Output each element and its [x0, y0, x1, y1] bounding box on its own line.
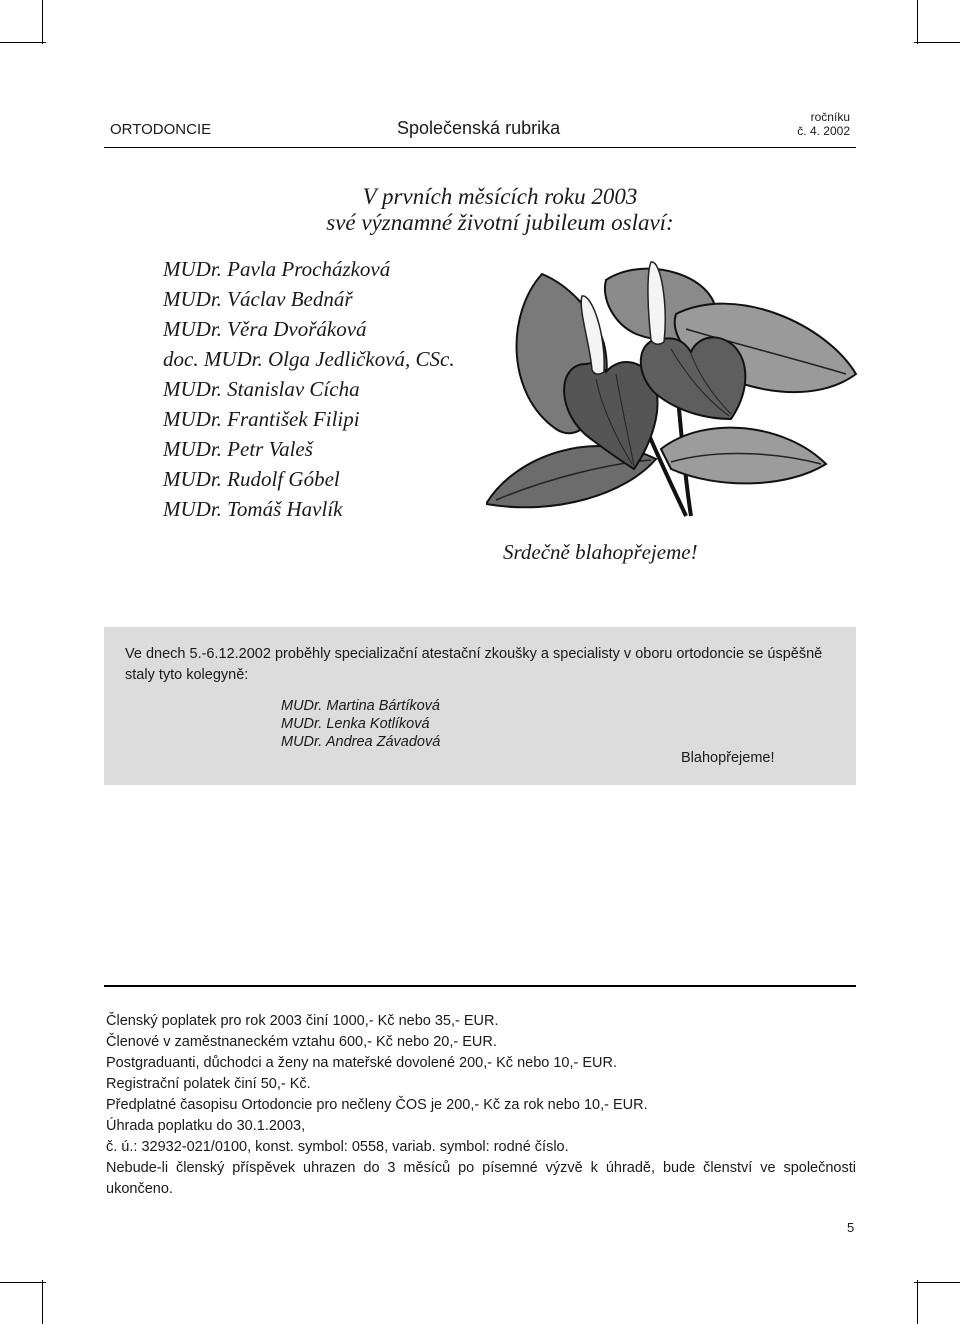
- jubilee-title-line: své významné životní jubileum oslaví:: [326, 210, 674, 235]
- membership-fees: [106, 1011, 856, 1200]
- list-item: MUDr. Martina Bártíková: [281, 698, 440, 714]
- crop-mark: [0, 1282, 46, 1283]
- jubilee-names-list: [163, 254, 455, 524]
- list-item: MUDr. Lenka Kotlíková: [281, 716, 430, 732]
- fee-line: Úhrada poplatku do 30.1.2003,: [106, 1118, 306, 1134]
- crop-mark: [42, 1280, 43, 1324]
- list-item: MUDr. Věra Dvořáková: [163, 317, 367, 341]
- list-item: MUDr. Petr Valeš: [163, 437, 313, 461]
- crop-mark: [917, 1280, 918, 1324]
- list-item: MUDr. Andrea Závadová: [281, 734, 441, 750]
- list-item: MUDr. Tomáš Havlík: [163, 497, 343, 521]
- fee-line: Členové v zaměstnaneckém vztahu 600,- Kč nebo 20,- EUR.: [106, 1034, 497, 1050]
- issue-number: č. 4. 2002: [797, 124, 850, 138]
- fee-line: Členský poplatek pro rok 2003 činí 1000,- Kč nebo 35,- EUR.: [106, 1013, 499, 1029]
- crop-mark: [42, 0, 43, 44]
- graduates-congrats: Blahopřejeme!: [681, 750, 775, 766]
- crop-mark: [914, 1282, 960, 1283]
- fee-line: Předplatné časopisu Ortodoncie pro nečleny ČOS je 200,- Kč za rok nebo 10,- EUR.: [106, 1097, 648, 1113]
- section-name: ORTODONCIE: [110, 121, 212, 138]
- crop-mark: [917, 0, 918, 44]
- fee-notice: Nebude-li členský příspěvek uhrazen do 3 měsíců po písemné výzvě k úhradě, bude členství ve společnosti ukončeno.: [106, 1160, 856, 1197]
- fee-line: Registrační polatek činí 50,- Kč.: [106, 1076, 311, 1092]
- issue-volume: ročníku: [810, 110, 850, 124]
- jubilee-title: [200, 184, 800, 236]
- graduates-intro: Ve dnech 5.-6.12.2002 proběhly specializační atestační zkoušky a specialisty v oboru ortodoncie se úspěšně staly tyto kolegyně:: [125, 646, 823, 683]
- leaf-bottom-right: [661, 428, 826, 484]
- anthurium-illustration: [486, 254, 860, 522]
- issue-info: [797, 110, 850, 138]
- list-item: MUDr. Stanislav Cícha: [163, 377, 360, 401]
- graduates-list: [281, 697, 440, 751]
- list-item: MUDr. František Filipi: [163, 407, 360, 431]
- jubilee-title-line: V prvních měsících roku 2003: [362, 184, 638, 209]
- jubilee-congrats: Srdečně blahopřejeme!: [503, 540, 698, 564]
- list-item: doc. MUDr. Olga Jedličková, CSc.: [163, 347, 455, 371]
- page-number: 5: [847, 1220, 855, 1235]
- fee-line: č. ú.: 32932-021/0100, konst. symbol: 0558, variab. symbol: rodné číslo.: [106, 1139, 569, 1155]
- header-rule: [104, 147, 856, 148]
- list-item: MUDr. Václav Bednář: [163, 287, 353, 311]
- crop-mark: [0, 42, 46, 43]
- fee-line: Postgraduanti, důchodci a ženy na mateřské dovolené 200,- Kč nebo 10,- EUR.: [106, 1055, 618, 1071]
- graduates-box: [104, 627, 856, 785]
- section-divider: [104, 985, 856, 987]
- list-item: MUDr. Pavla Procházková: [163, 257, 391, 281]
- rubric-title: Společenská rubrika: [397, 118, 561, 138]
- list-item: MUDr. Rudolf Góbel: [163, 467, 340, 491]
- page-header: [104, 106, 856, 148]
- crop-mark: [914, 42, 960, 43]
